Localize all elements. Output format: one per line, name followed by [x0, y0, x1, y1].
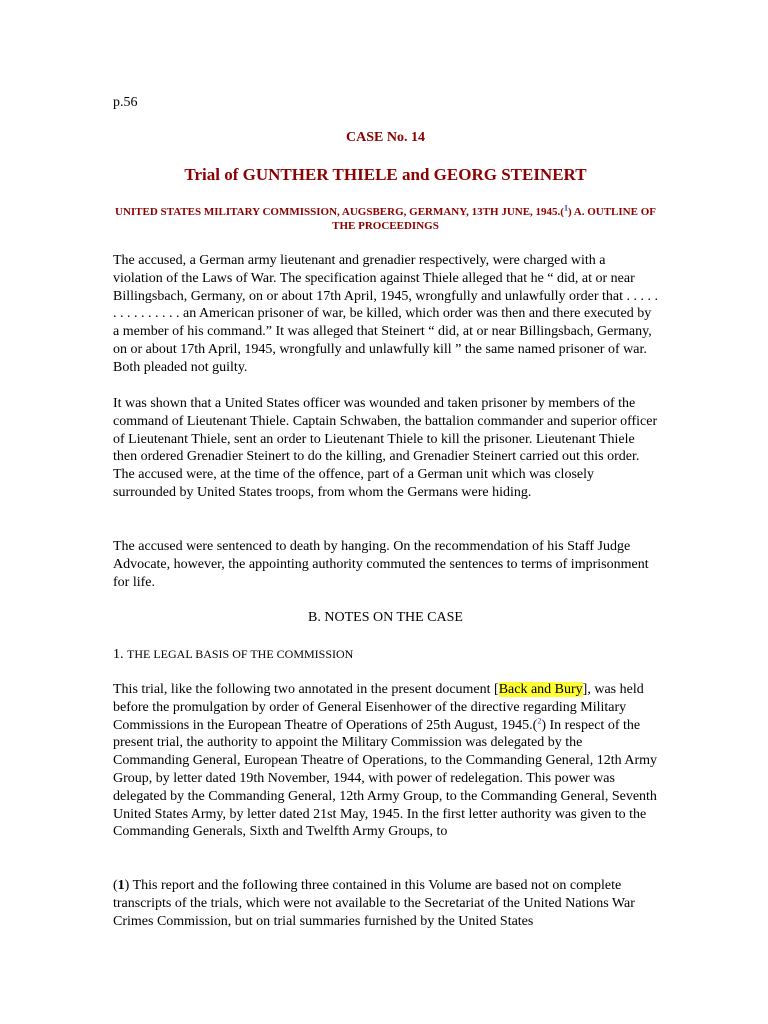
page-number: p.56 — [113, 95, 138, 110]
court-heading — [113, 205, 658, 233]
highlighted-reference: Back and Bury — [498, 682, 583, 697]
paragraph-charges: The accused, a German army lieutenant and grenadier respectively, were charged with a violation of the Laws of War. The specification against Thiele alleged that he “ did, at or near Billingsbach, Germany, on or about 17th April, 1945, wrongfully and unlawfully order that . . . . . . . . . . . . . . . an American prisoner of war, be killed, which order was then and there executed by a member of his command.” It was alleged that Steinert “ did, at or near Billingsbach, Germany, on or about 17th April, 1945, wrongfully and unlawfully kill ” the same named prisoner of war. Both pleaded not guilty. — [113, 253, 659, 375]
legal-basis-text-before: This trial, like the following two annotated in the present document [ — [113, 682, 499, 697]
case-number-heading: CASE No. 14 — [346, 130, 425, 145]
footnote-close-paren: ) — [124, 878, 130, 893]
footnote-number: 1 — [117, 878, 125, 893]
paragraph-legal-basis — [113, 681, 658, 841]
footnote-open-paren: ( — [113, 878, 118, 893]
court-text-after: ) A. OUTLINE OF THE PROCEEDINGS — [332, 206, 656, 232]
legal-basis-text-middle: ], was held before the promulgation by order of General Eisenhower of the directive regarding Military Commissions in the European Theatre of Operations of 25th August, 1945.( — [113, 682, 644, 733]
footnote-link-2[interactable]: 2 — [537, 715, 542, 725]
sub-heading-text: THE LEGAL BASIS OF THE COMMISSION — [127, 647, 354, 661]
section-b-heading: B. NOTES ON THE CASE — [308, 610, 463, 625]
footnote-1 — [113, 877, 658, 930]
paragraph-sentence: The accused were sentenced to death by hanging. On the recommendation of his Staff Judge Advocate, however, the appointing authority commuted the sentences to terms of imprisonment for life. — [113, 539, 649, 590]
trial-title: Trial of GUNTHER THIELE and GEORG STEINERT — [184, 165, 587, 184]
sub-heading-number: 1. — [113, 647, 124, 662]
legal-basis-text-after: ) In respect of the present trial, the authority to appoint the Military Commission was delegated by the Commanding General, European Theatre of Operations, to the Commanding General, 12th Army Group, by letter dated 19th November, 1944, with power of redelegation. This power was delegated by the Commanding General, 12th Army Group, to the Commanding General, Seventh United States Army, by letter dated 21st May, 1945. In the first letter authority was given to the Commanding Generals, Sixth and Twelfth Army Groups, to — [113, 717, 658, 840]
sub-heading-legal-basis — [113, 646, 353, 663]
footnote-text: This report and the foIlowing three contained in this Volume are based not on complete transcripts of the trials, which were not available to the Secretariat of the United Nations War Crimes Commission, but on trial summaries furnished by the United States — [113, 878, 635, 929]
court-text: UNITED STATES MILITARY COMMISSION, AUGSBERG, GERMANY, 13TH JUNE, 1945.( — [115, 206, 564, 218]
footnote-link-1[interactable]: 1 — [563, 203, 568, 213]
paragraph-facts: It was shown that a United States officer was wounded and taken prisoner by members of the command of Lieutenant Thiele. Captain Schwaben, the battalion commander and superior officer of Lieutenant Thiele, sent an order to Lieutenant Thiele to kill the prisoner. Lieutenant Thiele then ordered Grenadier Steinert to do the killing, and Grenadier Steinert carried out this order. The accused were, at the time of the offence, part of a German unit which was closely surrounded by United States troops, from whom the Germans were hiding. — [113, 396, 658, 500]
